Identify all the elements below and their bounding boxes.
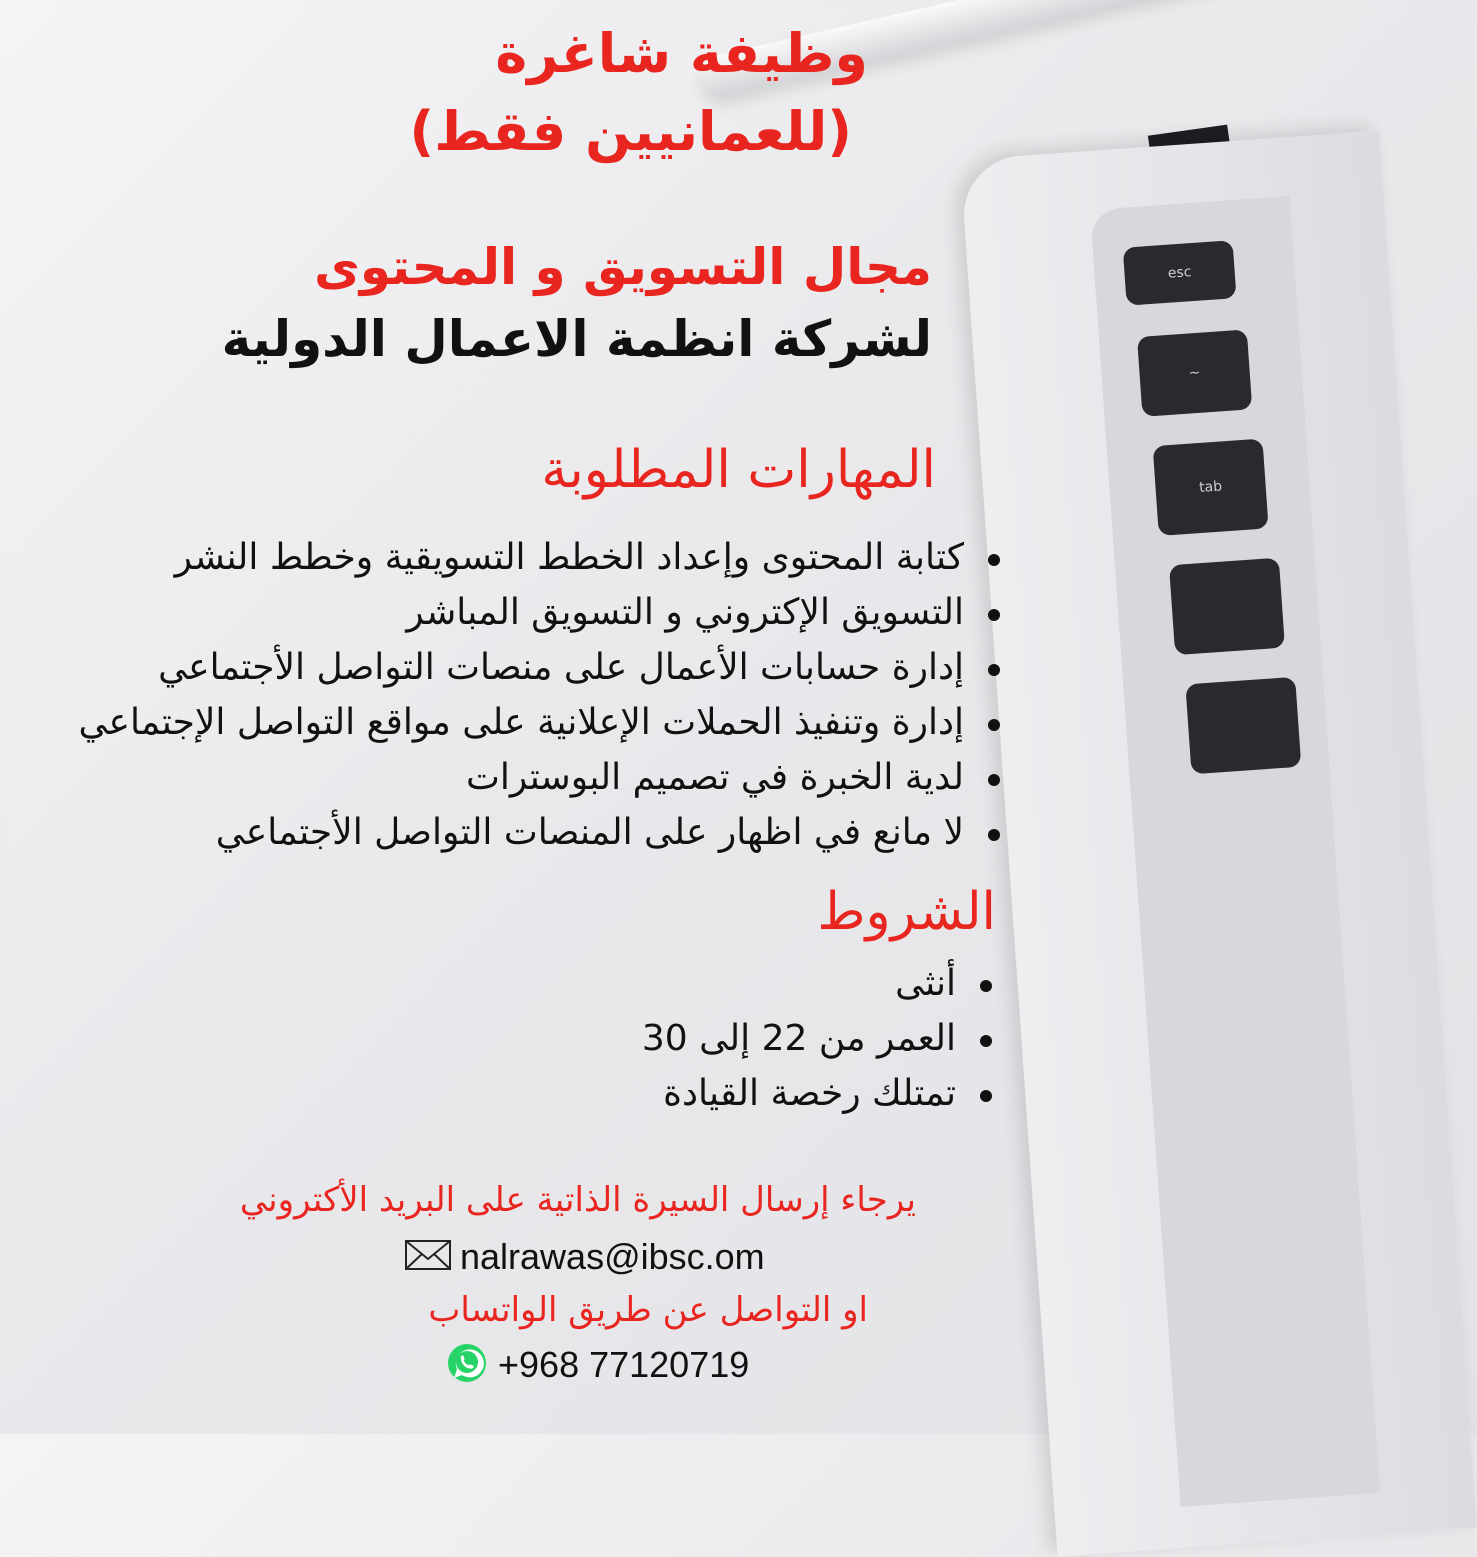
list-item: تمتلك رخصة القيادة <box>642 1066 998 1121</box>
company-name: لشركة انظمة الاعمال الدولية <box>221 310 932 368</box>
phone-contact <box>446 1342 749 1388</box>
conditions-list <box>642 956 998 1121</box>
email-address[interactable]: nalrawas@ibsc.om <box>460 1236 765 1277</box>
job-field: مجال التسويق و المحتوى <box>314 238 932 296</box>
conditions-heading: الشروط <box>817 882 996 942</box>
list-item: إدارة حسابات الأعمال على منصات التواصل الأجتماعي <box>78 640 1006 695</box>
key-tilde-label: ~ <box>1188 364 1202 382</box>
phone-number[interactable]: +968 77120719 <box>498 1344 750 1385</box>
poster-title: وظيفة شاغرة <box>495 22 868 85</box>
key-esc-label: esc <box>1167 264 1192 282</box>
email-prompt: يرجاء إرسال السيرة الذاتية على البريد الأكتروني <box>239 1180 916 1220</box>
envelope-icon <box>404 1239 452 1275</box>
skills-list <box>78 530 1006 860</box>
poster-subtitle: (للعمانيين فقط) <box>409 100 852 163</box>
whatsapp-icon <box>446 1342 488 1388</box>
list-item: العمر من 22 إلى 30 <box>642 1011 998 1066</box>
list-item: لدية الخبرة في تصميم البوسترات <box>78 750 1006 805</box>
list-item: التسويق الإكتروني و التسويق المباشر <box>78 585 1006 640</box>
email-contact <box>404 1236 765 1278</box>
list-item: كتابة المحتوى وإعداد الخطط التسويقية وخطط النشر <box>78 530 1006 585</box>
whatsapp-prompt: او التواصل عن طريق الواتساب <box>428 1290 868 1330</box>
skills-heading: المهارات المطلوبة <box>541 440 936 500</box>
list-item: لا مانع في اظهار على المنصات التواصل الأجتماعي <box>78 805 1006 860</box>
list-item: إدارة وتنفيذ الحملات الإعلانية على مواقع التواصل الإجتماعي <box>78 695 1006 750</box>
key-tab-label: tab <box>1198 478 1223 497</box>
list-item: أنثى <box>642 956 998 1011</box>
